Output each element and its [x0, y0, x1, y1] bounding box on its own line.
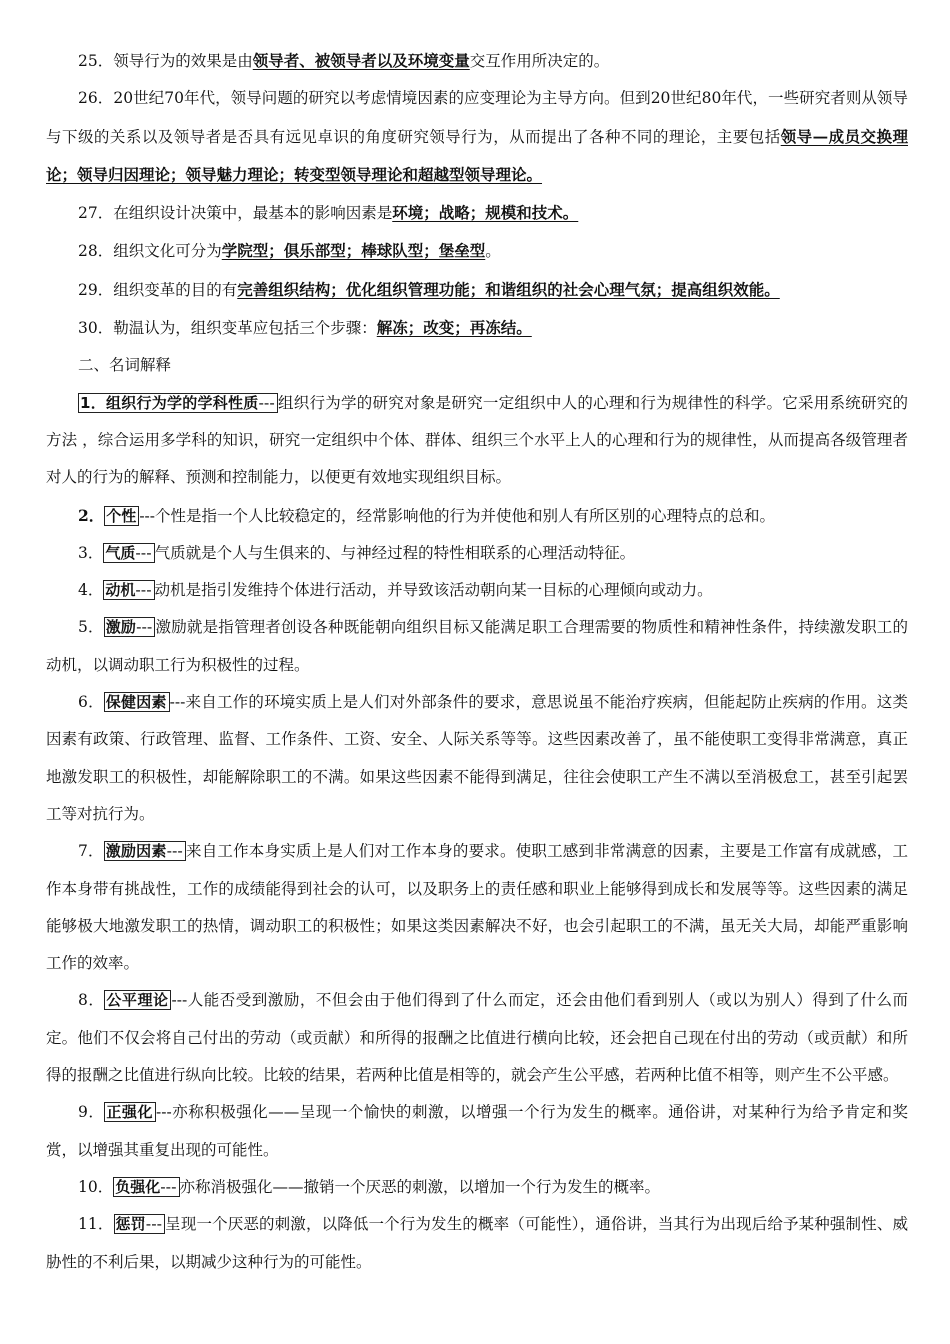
item-text: 20世纪70年代，领导问题的研究以考虑情境因素的应变理论为主导方向。但到20世纪80年代，一些研究者则从领导与下级的关系以及领导者是否具有远见卓识的角度研究领导行为，从而提出了各种不同的理论，主要包括: [46, 89, 908, 146]
term-item-7: [46, 833, 908, 982]
term-box: [103, 580, 154, 600]
term-definition: ---亦称积极强化——呈现一个愉快的刺激，以增强一个行为发生的概率。通俗讲，对某种行为给予肯定和奖赏，以增强其重复出现的可能性。: [46, 1103, 908, 1159]
item-number: 25．: [78, 52, 114, 70]
term-name: 公平理论: [106, 991, 169, 1010]
term-box: [113, 1177, 179, 1197]
term-dash: ---: [135, 581, 152, 600]
item-number: 30．: [78, 319, 114, 338]
term-number: 10．: [78, 1177, 114, 1196]
term-definition: ---人能否受到激励，不但会由于他们得到了什么而定，还会由他们看到别人（或以为别人）得到了什么而定。他们不仅会将自己付出的劳动（或贡献）和所得的报酬之比值进行横向比较，还会把自己现在付出的劳动（或贡献）和所得的报酬之比值进行纵向比较。比较的结果，若两种比值是相等的，就会产生公平感，若两种比值不相等，则产生不公平感。: [46, 991, 908, 1085]
term-item-4: [46, 572, 908, 609]
term-definition: 气质就是个人与生俱来的、与神经过程的特性相联系的心理活动特征。: [154, 543, 636, 562]
fill-item-29: [46, 271, 908, 309]
term-dash: ---: [136, 618, 153, 637]
term-box: [104, 990, 171, 1010]
item-number: 26．: [78, 89, 114, 108]
term-definition: 呈现一个厌恶的刺激，以降低一个行为发生的概率（可能性），通俗讲，当其行为出现后给予某种强制性、威胁性的不利后果，以期减少这种行为的可能性。: [46, 1215, 908, 1271]
term-definition: 激励就是指管理者创设各种既能朝向组织目标又能满足职工合理需要的物质性和精神性条件，持续激发职工的动机，以调动职工行为积极性的过程。: [46, 618, 908, 674]
term-dash: ---: [166, 842, 183, 861]
term-item-9: [46, 1094, 908, 1169]
term-definition: ---来自工作的环境实质上是人们对外部条件的要求，意思说虽不能治疗疾病，但能起防止疾病的作用。这类因素有政策、行政管理、监督、工作条件、工资、安全、人际关系等等。这些因素改善了，虽不能使职工变得非常满意，真正地激发职工的积极性，却能解除职工的不满。如果这些因素不能得到满足，往往会使职工产生不满以至消极怠工，甚至引起罢工等对抗行为。: [46, 693, 908, 823]
term-item-2: [46, 497, 908, 535]
fill-item-27: [46, 194, 908, 232]
term-box: [103, 543, 154, 563]
item-text: 勒温认为，组织变革应包括三个步骤：: [113, 319, 377, 338]
term-number: 6．: [78, 693, 104, 712]
fill-item-26: [46, 80, 908, 194]
item-number: 29．: [78, 280, 114, 299]
term-box: [104, 841, 186, 861]
term-box: [78, 393, 278, 413]
term-dash: ---: [160, 1177, 177, 1196]
item-answer: 领导者、被领导者以及环境变量: [252, 51, 470, 70]
item-answer: 解冻；改变；再冻结。: [376, 318, 532, 338]
term-item-8: [46, 982, 908, 1094]
term-number: 4．: [78, 581, 104, 600]
term-name: 组织行为学的学科性质: [105, 393, 259, 412]
term-box: [104, 692, 170, 712]
term-name: 个性: [106, 506, 137, 525]
term-definition: 个性是指一个人比较稳定的，经常影响他的行为并使他和别人有所区别的心理特点的总和。: [155, 506, 776, 525]
item-text: 在组织设计决策中，最基本的影响因素是: [113, 204, 393, 223]
fill-item-28: [46, 232, 908, 270]
term-dash: ---: [258, 393, 275, 412]
term-item-3: [46, 535, 908, 572]
term-name: 激励: [105, 618, 137, 637]
term-number: 7．: [78, 842, 104, 861]
item-text: 领导行为的效果是由: [113, 52, 253, 70]
term-name: 保健因素: [105, 693, 167, 712]
term-number: 5．: [78, 618, 104, 637]
term-dash: ---: [145, 1215, 163, 1234]
term-definition: 组织行为学的研究对象是研究一定组织中人的心理和行为规律性的科学。它采用系统研究的方法 ，综合运用多学科的知识，研究一定组织中个体、群体、组织三个水平上人的心理和行为的规律性，从而提高各级管理者对人的行为的解释、预测和控制能力，以便更有效地实现组织目标。: [46, 393, 908, 487]
item-answer: 学院型；俱乐部型；棒球队型；堡垒型: [221, 241, 486, 261]
term-box: [104, 506, 139, 526]
term-item-5: [46, 609, 908, 684]
item-number: 27．: [78, 204, 114, 223]
term-item-11: [46, 1206, 908, 1281]
term-item-10: [46, 1169, 908, 1206]
term-dash: ---: [135, 543, 152, 562]
item-number: 28．: [78, 242, 114, 261]
term-number: 9．: [78, 1103, 105, 1122]
term-name: 负强化: [115, 1177, 161, 1196]
item-answer: 完善组织结构；优化组织管理功能；和谐组织的社会心理气氛；提高组织效能。: [237, 279, 780, 299]
item-text-tail: 。: [485, 242, 501, 261]
term-box: [114, 1214, 166, 1234]
item-answer: 环境；战略；规模和技术。: [392, 203, 579, 223]
item-text: 组织文化可分为: [113, 242, 222, 261]
term-item-1: [46, 385, 908, 497]
fill-item-25: [46, 42, 908, 80]
term-definition: 亦称消极强化——撤销一个厌恶的刺激，以增加一个行为发生的概率。: [179, 1177, 661, 1196]
term-dash: ---: [139, 506, 156, 525]
term-item-6: [46, 684, 908, 833]
term-box: [104, 1102, 156, 1122]
term-name: 正强化: [106, 1103, 153, 1122]
term-definition: 动机是指引发维持个体进行活动，并导致该活动朝向某一目标的心理倾向或动力。: [154, 581, 713, 600]
term-name: 动机: [105, 581, 136, 600]
term-number: 2．: [78, 505, 105, 525]
section-title: 二、名词解释: [78, 356, 172, 375]
document-page: [46, 42, 908, 1281]
item-text-tail: 交互作用所决定的。: [469, 52, 610, 70]
term-number: 8．: [78, 991, 105, 1010]
fill-item-30: [46, 309, 908, 347]
term-number: 11．: [78, 1215, 114, 1234]
term-name: 激励因素: [105, 842, 167, 861]
term-number: 1．: [80, 393, 106, 412]
term-name: 气质: [105, 543, 136, 562]
term-name: 惩罚: [115, 1215, 146, 1234]
item-answer: 领导—成员交换理论；领导归因理论；领导魅力理论；转变型领导理论和超越型领导理论。: [46, 126, 908, 184]
item-text: 组织变革的目的有: [113, 280, 238, 299]
term-definition: 来自工作本身实质上是人们对工作本身的要求。使职工感到非常满意的因素，主要是工作富有成就感，工作本身带有挑战性，工作的成绩能得到社会的认可，以及职务上的责任感和职业上能够得到成长和发展等等。这些因素的满足能够极大地激发职工的热情，调动职工的积极性；如果这类因素解决不好，也会引起职工的不满，虽无关大局，却能严重影响工作的效率。: [46, 842, 908, 973]
term-number: 3．: [78, 543, 104, 562]
term-box: [104, 617, 156, 637]
